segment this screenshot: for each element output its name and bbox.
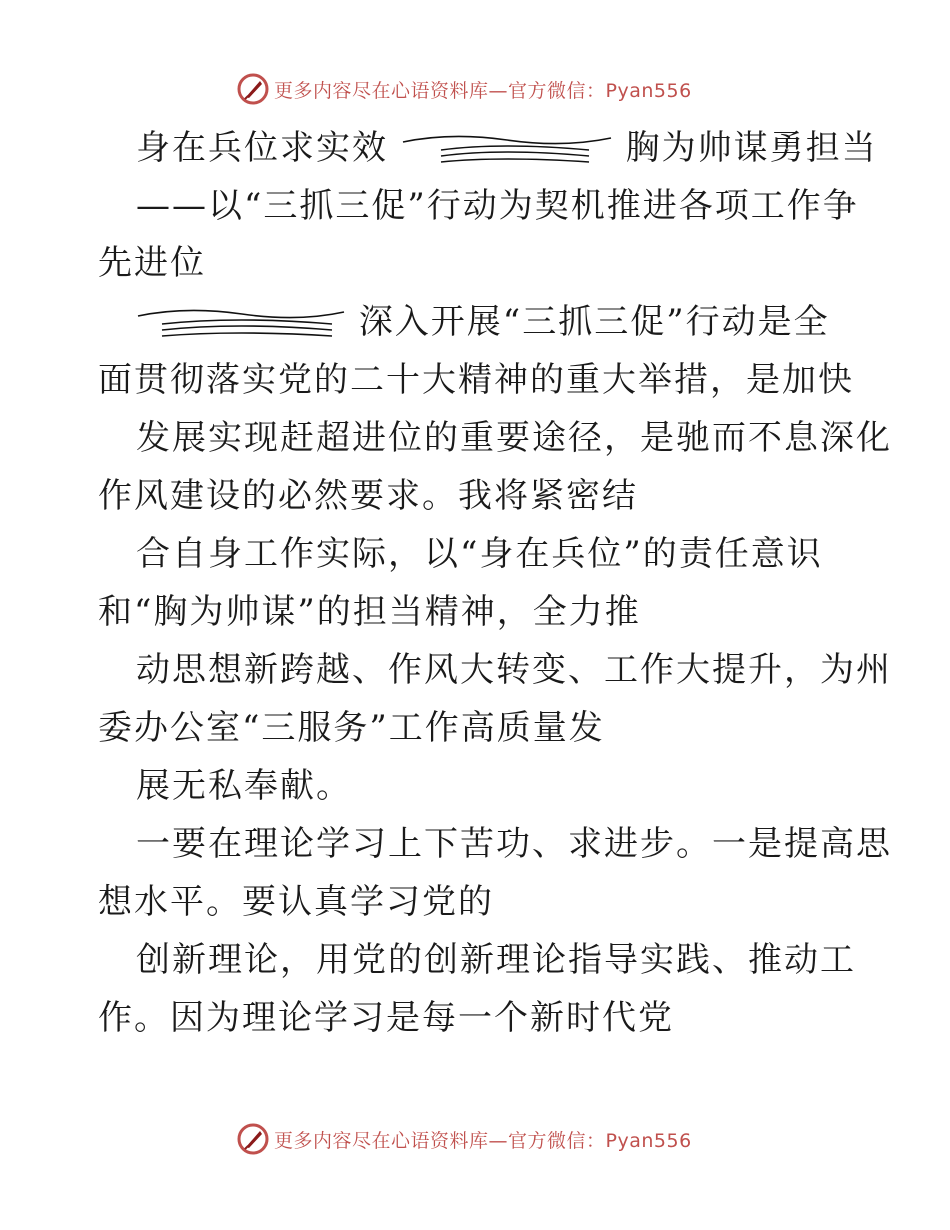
paragraph-1-start: 深入开展“三抓三促”行动是全 [358, 302, 830, 342]
subtitle-line-1: ——以“三抓三促”行动为契机推进各项工作争 [136, 186, 859, 226]
header-watermark [236, 72, 692, 106]
paragraph-1-line-4: 作风建设的必然要求。我将紧密结 [98, 476, 638, 516]
paragraph-1-line-9: 展无私奉献。 [136, 766, 352, 806]
quill-pen-logo-icon [236, 1122, 270, 1156]
paragraph-2-line-2: 想水平。要认真学习党的 [98, 882, 494, 922]
footer-watermark-text: 更多内容尽在心语资料库—官方微信：Pyan556 [274, 1129, 692, 1152]
paragraph-2-line-3: 创新理论，用党的创新理论指导实践、推动工 [136, 940, 856, 980]
title-line-1 [136, 128, 878, 170]
header-watermark-text: 更多内容尽在心语资料库—官方微信：Pyan556 [274, 79, 692, 102]
paragraph-1-line-6: 和“胸为帅谋”的担当精神，全力推 [98, 592, 641, 632]
title-part-2: 胸为帅谋勇担当 [625, 128, 878, 168]
paragraph-1-line-2: 面贯彻落实党的二十大精神的重大举措，是加快 [98, 360, 854, 400]
paragraph-1-line-7: 动思想新跨越、作风大转变、工作大提升，为州 [136, 650, 892, 690]
quill-pen-logo-icon [236, 72, 270, 106]
paragraph-1-line-1 [136, 302, 830, 344]
title-part-1: 身在兵位求实效 [136, 128, 388, 168]
paragraph-2-line-1: 一要在理论学习上下苦功、求进步。一是提高思 [136, 824, 892, 864]
footer-watermark [236, 1122, 692, 1156]
subtitle-line-2: 先进位 [98, 243, 206, 283]
paragraph-2-line-4: 作。因为理论学习是每一个新时代党 [98, 998, 674, 1038]
paragraph-1-line-8: 委办公室“三服务”工作高质量发 [98, 708, 605, 748]
wavy-line-decoration [401, 130, 613, 170]
paragraph-1-line-3: 发展实现赶超进位的重要途径，是驰而不息深化 [136, 418, 892, 458]
paragraph-1-line-5: 合自身工作实际，以“身在兵位”的责任意识 [136, 534, 823, 574]
wavy-line-decoration-2 [136, 304, 346, 344]
